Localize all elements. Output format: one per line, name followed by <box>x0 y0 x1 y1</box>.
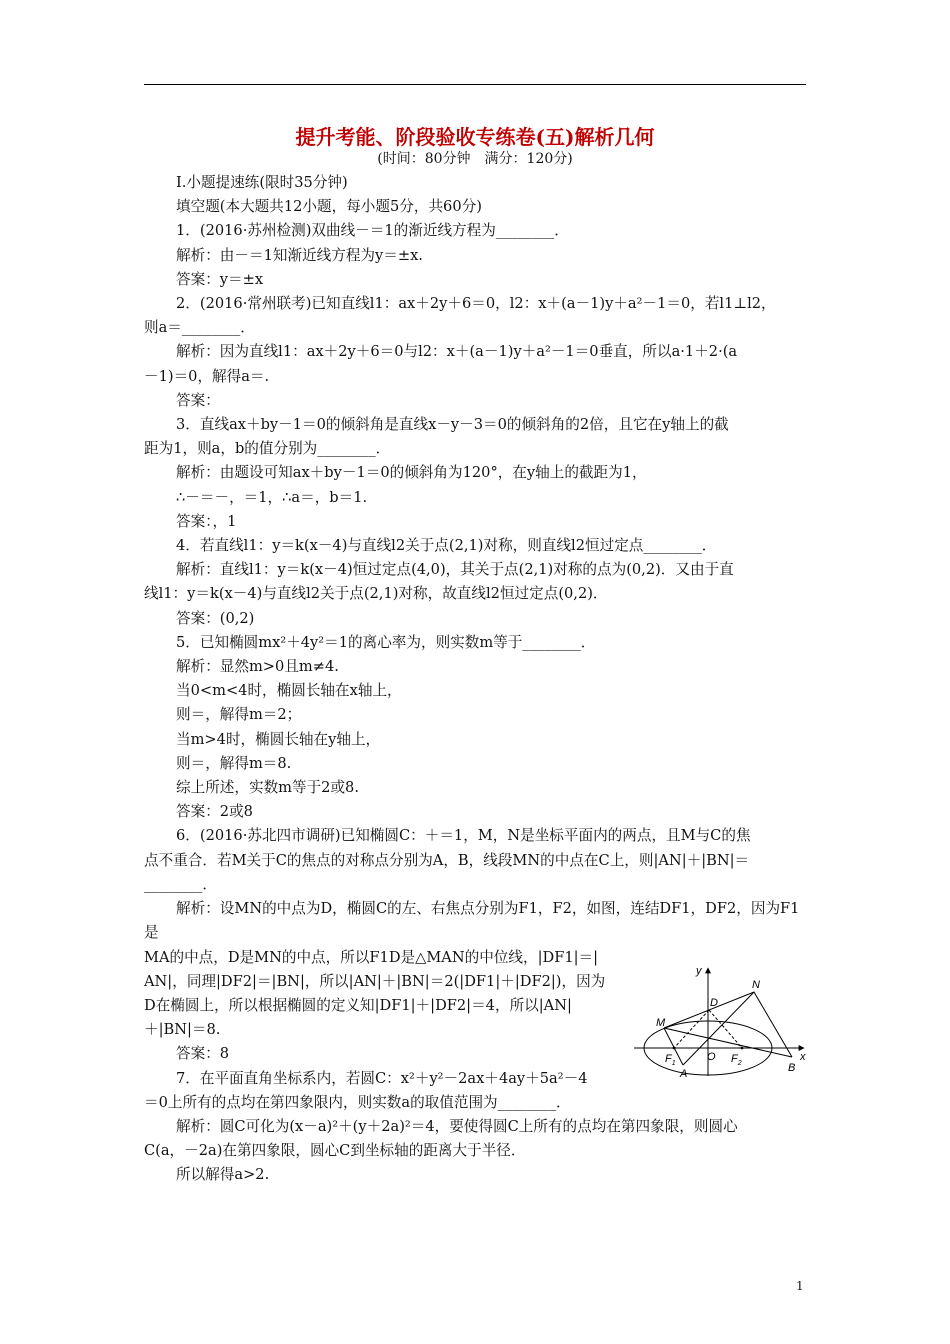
solution-5-line-6: 综上所述，实数m等于2或8. <box>176 779 359 797</box>
solution-6-line-2: MA的中点，D是MN的中点，所以F1D是△MAN的中位线，|DF1|＝| <box>144 948 599 966</box>
header-rule <box>144 84 806 85</box>
question-2-line-2: 则a＝________． <box>144 319 255 337</box>
label-n: N <box>752 979 760 991</box>
label-f1 <box>665 1053 676 1067</box>
label-f2 <box>731 1053 742 1067</box>
answer-1: 答案：y＝±x <box>176 270 264 288</box>
solution-7-line-3: 所以解得a>2. <box>176 1166 270 1184</box>
focus-f2-dot <box>741 1047 744 1050</box>
question-3-line-2: 距为1，则a，b的值分别为________． <box>144 440 391 458</box>
solution-6-line-5: ＋|BN|＝8. <box>144 1021 221 1039</box>
question-6-line-2: 点不重合．若M关于C的焦点的对称点分别为A，B，线段MN的中点在C上，则|AN|＋|BN|＝ <box>144 851 750 869</box>
solution-5-line-2: 当0<m<4时，椭圆长轴在x轴上， <box>176 682 402 700</box>
solution-5-line-4: 当m>4时，椭圆长轴在y轴上， <box>176 730 381 748</box>
question-6-line-1: 6．(2016·苏北四市调研)已知椭圆C：＋＝1，M，N是坐标平面内的两点，且M与C的焦 <box>176 827 751 845</box>
question-5: 5．已知椭圆mx²＋4y²＝1的离心率为，则实数m等于________． <box>176 633 596 651</box>
solution-5-line-1: 解析：显然m>0且m≠4. <box>176 658 339 676</box>
solution-5-line-5: 则＝，解得m＝8. <box>176 754 292 772</box>
question-6-line-3: ________． <box>144 875 217 893</box>
page-title: 提升考能、阶段验收专练卷(五)解析几何 <box>295 125 655 149</box>
answer-4: 答案：(0,2) <box>176 609 255 627</box>
solution-4-line-1: 解析：直线l1：y＝k(x－4)恒过定点(4,0)，其关于点(2,1)对称的点为(0,2)．又由于直 <box>176 561 734 579</box>
question-4: 4．若直线l1：y＝k(x－4)与直线l2关于点(2,1)对称，则直线l2恒过定点________． <box>176 537 717 555</box>
label-o: O <box>707 1051 716 1063</box>
answer-5: 答案：2或8 <box>176 803 253 821</box>
solution-1: 解析：由－＝1知渐近线方程为y＝±x. <box>176 246 423 264</box>
label-f2-letter: F <box>731 1053 738 1065</box>
solution-2-line-1: 解析：因为直线l1：ax＋2y＋6＝0与l2：x＋(a－1)y＋a²－1＝0垂直，所以a·1＋2·(a <box>176 343 738 361</box>
solution-4-line-2: 线l1：y＝k(x－4)与直线l2关于点(2,1)对称，故直线l2恒过定点(0,2)． <box>144 585 608 603</box>
page-number: 1 <box>796 1279 804 1293</box>
solution-6-line-3: AN|，同理|DF2|＝|BN|，所以|AN|＋|BN|＝2(|DF1|＋|DF2|)，因为 <box>144 972 606 990</box>
solution-7-line-1: 解析：圆C可化为(x－a)²＋(y＋2a)²＝4，要使得圆C上所有的点均在第四象限，则圆心 <box>176 1117 738 1135</box>
label-x: x <box>800 1051 806 1063</box>
question-2-line-1: 2．(2016·常州联考)已知直线l1：ax＋2y＋6＝0，l2：x＋(a－1)y＋a²－1＝0，若l1⊥l2， <box>176 295 776 313</box>
label-d: D <box>710 997 718 1009</box>
answer-2: 答案： <box>176 391 220 409</box>
solution-2-line-2: －1)＝0，解得a＝. <box>144 367 270 385</box>
label-f1-letter: F <box>665 1053 672 1065</box>
solution-6-line-1: 解析：设MN的中点为D，椭圆C的左、右焦点分别为F1，F2，如图，连结DF1，DF2，因为F1是 <box>144 900 800 942</box>
label-b: B <box>788 1062 796 1074</box>
focus-f1-dot <box>673 1047 676 1050</box>
question-1: 1．(2016·苏州检测)双曲线－＝1的渐近线方程为________． <box>176 222 569 240</box>
solution-6-line-4: D在椭圆上，所以根据椭圆的定义知|DF1|＋|DF2|＝4，所以|AN| <box>144 996 572 1014</box>
question-7-line-2: ＝0上所有的点均在第四象限内，则实数a的取值范围为________． <box>144 1093 571 1111</box>
label-f1-sub: 1 <box>671 1060 676 1067</box>
solution-7-line-2: C(a，－2a)在第四象限，圆心C到坐标轴的距离大于半径． <box>144 1142 526 1160</box>
section-instructions: 填空题(本大题共12小题，每小题5分，共60分) <box>176 198 482 216</box>
solution-3-line-2: ∴－＝－，＝1，∴a＝，b＝1. <box>176 488 368 506</box>
label-a: A <box>680 1068 688 1078</box>
segment-m-b <box>664 1028 792 1057</box>
solution-3-line-1: 解析：由题设可知ax＋by－1＝0的倾斜角为120°，在y轴上的截距为1， <box>176 464 647 482</box>
answer-6: 答案：8 <box>176 1045 230 1063</box>
label-f2-sub: 2 <box>737 1060 742 1067</box>
page-subtitle: (时间：80分钟 满分：120分) <box>377 151 573 167</box>
section-heading: Ⅰ.小题提速练(限时35分钟) <box>176 174 348 191</box>
segment-a-n <box>683 992 754 1065</box>
segment-m-n-b <box>664 992 792 1057</box>
label-y: y <box>696 965 702 977</box>
solution-5-line-3: 则＝，解得m＝2； <box>176 706 302 724</box>
answer-3: 答案：，1 <box>176 512 237 530</box>
ellipse-figure <box>628 960 808 1078</box>
label-m: M <box>656 1017 666 1029</box>
question-3-line-1: 3．直线ax＋by－1＝0的倾斜角是直线x－y－3＝0的倾斜角的2倍，且它在y轴上的截 <box>176 416 729 434</box>
segment-d-f1 <box>674 1010 709 1048</box>
question-7-line-1: 7．在平面直角坐标系内，若圆C：x²＋y²－2ax＋4ay＋5a²－4 <box>176 1069 588 1087</box>
